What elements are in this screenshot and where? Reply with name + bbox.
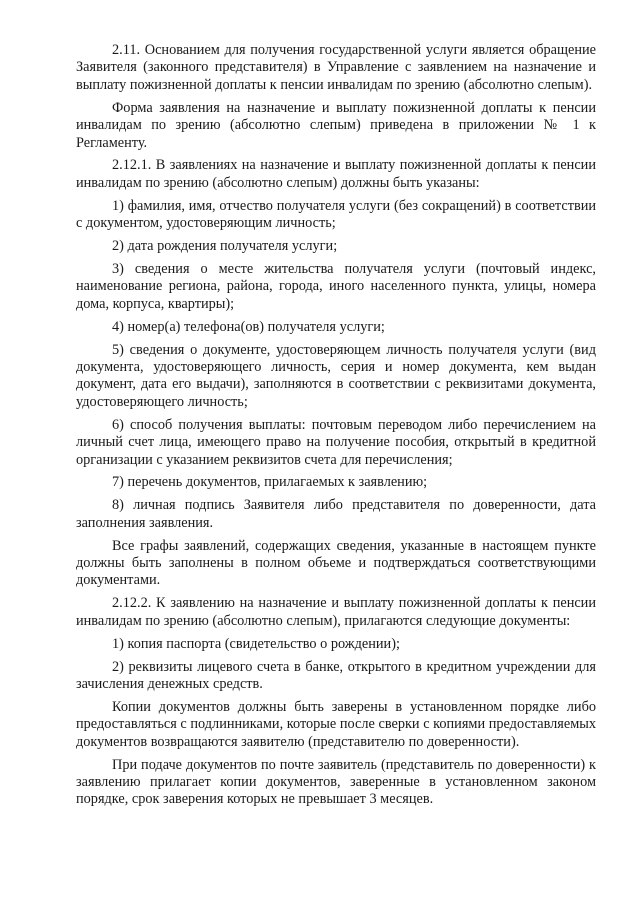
- attachment-item-1-passport: 1) копия паспорта (свидетельство о рождении);: [112, 635, 400, 652]
- list-item-5-identity-document: 5) сведения о документе, удостоверяющем личность получателя услуги (вид документа, удостоверяющего личность, серия и номер документа, кем выдан документ, дата его выдачи), заполняются в соответствии с реквизитами документа, удостоверяющего личность;: [76, 341, 596, 410]
- paragraph-2-12-2: 2.12.2. К заявлению на назначение и выплату пожизненной доплаты к пенсии инвалидам по зрению (абсолютно слепым), прилагаются следующие документы:: [76, 595, 596, 629]
- list-item-6-payment-method: 6) способ получения выплаты: почтовым переводом либо перечислением на личный счет лица, имеющего право на получение пособия, открытый в кредитной организации с указанием реквизитов счета для перечисления;: [76, 416, 596, 468]
- paragraph-copies-certified: Копии документов должны быть заверены в установленном порядке либо предоставляться с подлинниками, которые после сверки с копиями предоставляемых документов возвращаются заявителю (представителю по доверенности).: [76, 698, 596, 750]
- paragraph-form-reference: Форма заявления на назначение и выплату пожизненной доплаты к пенсии инвалидам по зрению (абсолютно слепым) приведена в приложении № 1 к Регламенту.: [76, 99, 596, 151]
- document-page: [76, 42, 596, 809]
- paragraph-mail-submission: При подаче документов по почте заявитель (представитель по доверенности) к заявлению прилагает копии документов, заверенные в установленном законом порядке, срок заверения которых не превышает 3 месяцев.: [76, 756, 596, 808]
- paragraph-2-12-1: 2.12.1. В заявлениях на назначение и выплату пожизненной доплаты к пенсии инвалидам по зрению (абсолютно слепым) должны быть указаны:: [76, 157, 596, 191]
- list-item-1-full-name: 1) фамилия, имя, отчество получателя услуги (без сокращений) в соответствии с документом, удостоверяющим личность;: [76, 197, 596, 232]
- list-item-3-residence: 3) сведения о месте жительства получателя услуги (почтовый индекс, наименование региона, района, города, иного населенного пункта, улицы, номера дома, корпуса, квартиры);: [76, 260, 596, 312]
- attachment-item-2-bank-details: 2) реквизиты лицевого счета в банке, открытого в кредитном учреждении для зачисления денежных средств.: [76, 658, 596, 692]
- paragraph-2-11: 2.11. Основанием для получения государственной услуги является обращение Заявителя (законного представителя) в Управление с заявлением на назначение и выплату пожизненной доплаты к пенсии инвалидам по зрению (абсолютно слепым).: [76, 42, 596, 93]
- list-item-4-phone: 4) номер(а) телефона(ов) получателя услуги;: [112, 318, 385, 335]
- paragraph-all-fields: Все графы заявлений, содержащих сведения, указанные в настоящем пункте должны быть заполнены в полном объеме и подтверждаться соответствующими документами.: [76, 537, 596, 589]
- list-item-8-signature: 8) личная подпись Заявителя либо представителя по доверенности, дата заполнения заявления.: [76, 497, 596, 531]
- list-item-2-birth-date: 2) дата рождения получателя услуги;: [112, 238, 338, 255]
- list-item-7-document-list: 7) перечень документов, прилагаемых к заявлению;: [112, 474, 428, 491]
